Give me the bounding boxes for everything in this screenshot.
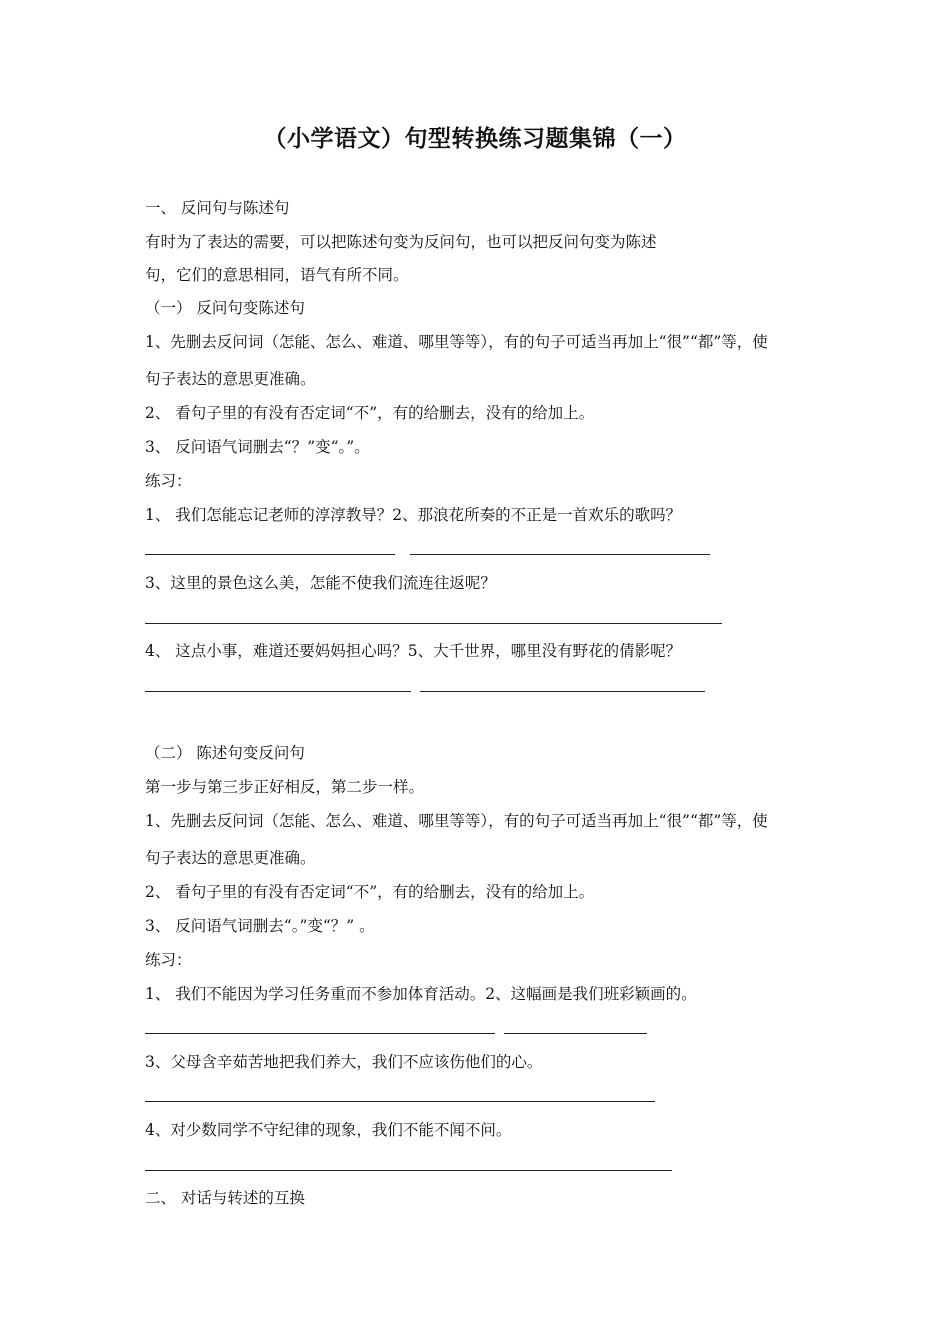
- section1-heading: 一、 反问句与陈述句: [145, 199, 290, 217]
- answer-blank[interactable]: [145, 691, 411, 692]
- sub1-practice-label: 练习：: [145, 472, 192, 490]
- sub2-question-3: 3、父母含辛茹苦地把我们养大，我们不应该伤他们的心。: [145, 1053, 543, 1071]
- answer-blank[interactable]: [420, 691, 705, 692]
- sub2-rule2: 2、 看句子里的有没有否定词“不”，有的给删去，没有的给加上。: [145, 883, 595, 901]
- answer-blank[interactable]: [145, 1170, 672, 1171]
- answer-blank[interactable]: [145, 1101, 655, 1102]
- sub2-intro: 第一步与第三步正好相反，第二步一样。: [145, 778, 425, 796]
- answer-blank[interactable]: [145, 623, 722, 624]
- answer-blank[interactable]: [145, 1033, 495, 1034]
- sub1-rule1-line2: 句子表达的意思更准确。: [145, 370, 316, 388]
- sub1-heading: （一） 反问句变陈述句: [145, 299, 305, 317]
- sub1-question-1-2: 1、 我们怎能忘记老师的淳淳教导？2、那浪花所奏的不正是一首欢乐的歌吗？: [145, 506, 682, 524]
- section1-intro-line1: 有时为了表达的需要，可以把陈述句变为反问句，也可以把反问句变为陈述: [145, 233, 657, 251]
- section2-heading: 二、 对话与转述的互换: [145, 1189, 305, 1207]
- sub1-rule1-line1: 1、先删去反问词（怎能、怎么、难道、哪里等等），有的句子可适当再加上“很”“都”等，使: [145, 333, 768, 351]
- answer-blank[interactable]: [145, 554, 395, 555]
- sub2-rule3: 3、 反问语气词删去“。”变“？” 。: [145, 917, 375, 935]
- sub2-rule1-line2: 句子表达的意思更准确。: [145, 849, 316, 867]
- sub2-question-4: 4、对少数同学不守纪律的现象，我们不能不闻不问。: [145, 1121, 512, 1139]
- page-title: （小学语文）句型转换练习题集锦（一）: [263, 125, 687, 152]
- sub2-question-1-2: 1、 我们不能因为学习任务重而不参加体育活动。2、这幅画是我们班彩颖画的。: [145, 985, 697, 1003]
- answer-blank[interactable]: [410, 554, 710, 555]
- answer-blank[interactable]: [504, 1033, 647, 1034]
- section1-intro-line2: 句，它们的意思相同，语气有所不同。: [145, 266, 409, 284]
- sub1-question-3: 3、这里的景色这么美，怎能不使我们流连往返呢？: [145, 574, 496, 592]
- sub1-question-4-5: 4、 这点小事，难道还要妈妈担心吗？5、大千世界，哪里没有野花的倩影呢？: [145, 642, 682, 660]
- sub2-practice-label: 练习：: [145, 951, 192, 969]
- sub2-rule1-line1: 1、先删去反问词（怎能、怎么、难道、哪里等等），有的句子可适当再加上“很”“都”等，使: [145, 812, 768, 830]
- sub1-rule2: 2、 看句子里的有没有否定词“不”，有的给删去，没有的给加上。: [145, 404, 595, 422]
- sub2-heading: （二） 陈述句变反问句: [145, 744, 305, 762]
- sub1-rule3: 3、 反问语气词删去“？”变“。”。: [145, 438, 370, 456]
